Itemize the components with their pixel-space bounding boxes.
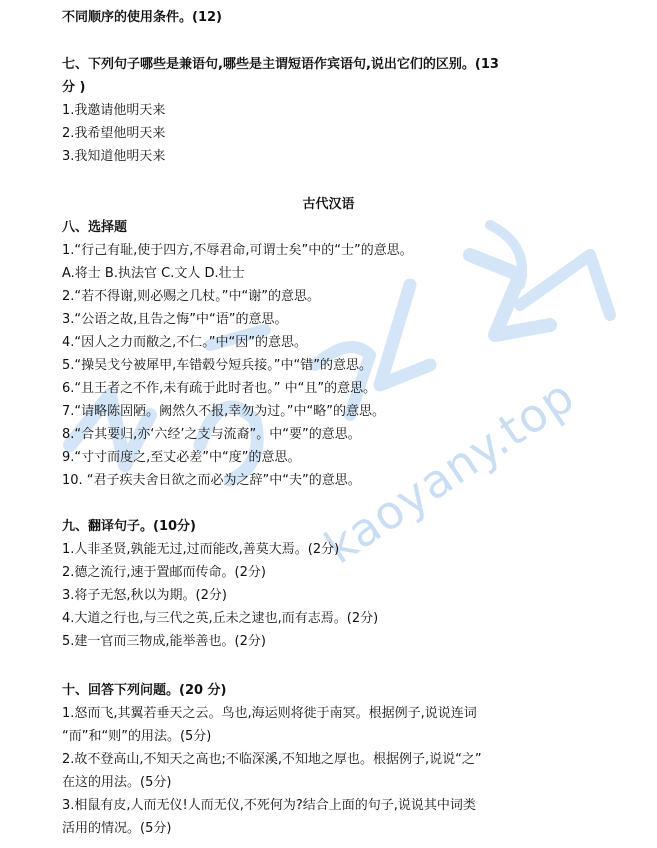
section-6-tail: 不同顺序的使用条件。(12): [62, 10, 222, 25]
translate-1: 1.人非圣贤,孰能无过,过而能改,善莫大焉。(2分): [62, 542, 340, 557]
translate-5: 5.建一官而三物成,能举善也。(2分): [62, 634, 266, 649]
question-6: 6.“且王者之不作,未有疏于此时者也。” 中“且”的意思。: [62, 381, 377, 396]
section-7-heading-cont: 分 ): [62, 80, 86, 95]
question-4: 4.“因人之力而敝之,不仁。”中“因”的意思。: [62, 335, 307, 350]
section-8-heading: 八、选择题: [62, 220, 128, 235]
question-8: 8.“合其要归,亦‘六经’之支与流裔”。中“要”的意思。: [62, 427, 361, 442]
answer-3: 3.相鼠有皮,人而无仪!人而无仪,不死何为?结合上面的句子,说说其中词类: [62, 798, 476, 813]
sentence-1: 1.我邀请他明天来: [62, 103, 166, 118]
answer-2-cont: 在这的用法。(5分): [62, 775, 172, 790]
answer-3-cont: 活用的情况。(5分): [62, 821, 172, 836]
answer-1: 1.怒而飞,其翼若垂天之云。鸟也,海运则将徙于南冥。根据例子,说说连词: [62, 706, 477, 721]
sentence-2: 2.我希望他明天来: [62, 126, 166, 141]
question-3: 3.“公语之故,且告之悔”中“语”的意思。: [62, 312, 288, 327]
question-2: 2.“若不得谢,则必赐之几杖。”中“谢”的意思。: [62, 289, 320, 304]
question-1-options: A.将士 B.执法官 C.文人 D.壮士: [62, 266, 245, 281]
translate-4: 4.大道之行也,与三代之英,丘未之逮也,而有志焉。(2分): [62, 611, 379, 626]
part-title: 古代汉语: [302, 197, 355, 212]
question-7: 7.“请略陈固陋。阙然久不报,幸勿为过。”中“略”的意思。: [62, 404, 385, 419]
translate-2: 2.德之流行,速于置邮而传命。(2分): [62, 565, 266, 580]
answer-2: 2.故不登高山,不知天之高也;不临深溪,不知地之厚也。根据例子,说说“之”: [62, 752, 482, 767]
question-10: 10. “君子疾夫舍日欲之而必为之辞”中“夫”的意思。: [62, 473, 361, 488]
translate-3: 3.将子无怒,秋以为期。(2分): [62, 588, 227, 603]
question-1: 1.“行己有耻,使于四方,不辱君命,可谓士矣”中的“士”的意思。: [62, 243, 413, 258]
section-10-heading: 十、回答下列问题。(20 分): [62, 683, 227, 698]
section-9-heading: 九、翻译句子。(10分): [62, 519, 196, 534]
section-7-heading: 七、下列句子哪些是兼语句,哪些是主谓短语作宾语句,说出它们的区别。(13: [62, 57, 499, 72]
watermark-url: kaoyany.top: [314, 368, 585, 575]
question-9: 9.“寸寸而度之,至丈必差”中“度”的意思。: [62, 450, 301, 465]
question-5: 5.“操吴戈兮被犀甲,车错毂兮短兵接。”中“错”的意思。: [62, 358, 372, 373]
answer-1-cont: “而”和“则”的用法。(5分): [62, 729, 212, 744]
sentence-3: 3.我知道他明天来: [62, 149, 166, 164]
